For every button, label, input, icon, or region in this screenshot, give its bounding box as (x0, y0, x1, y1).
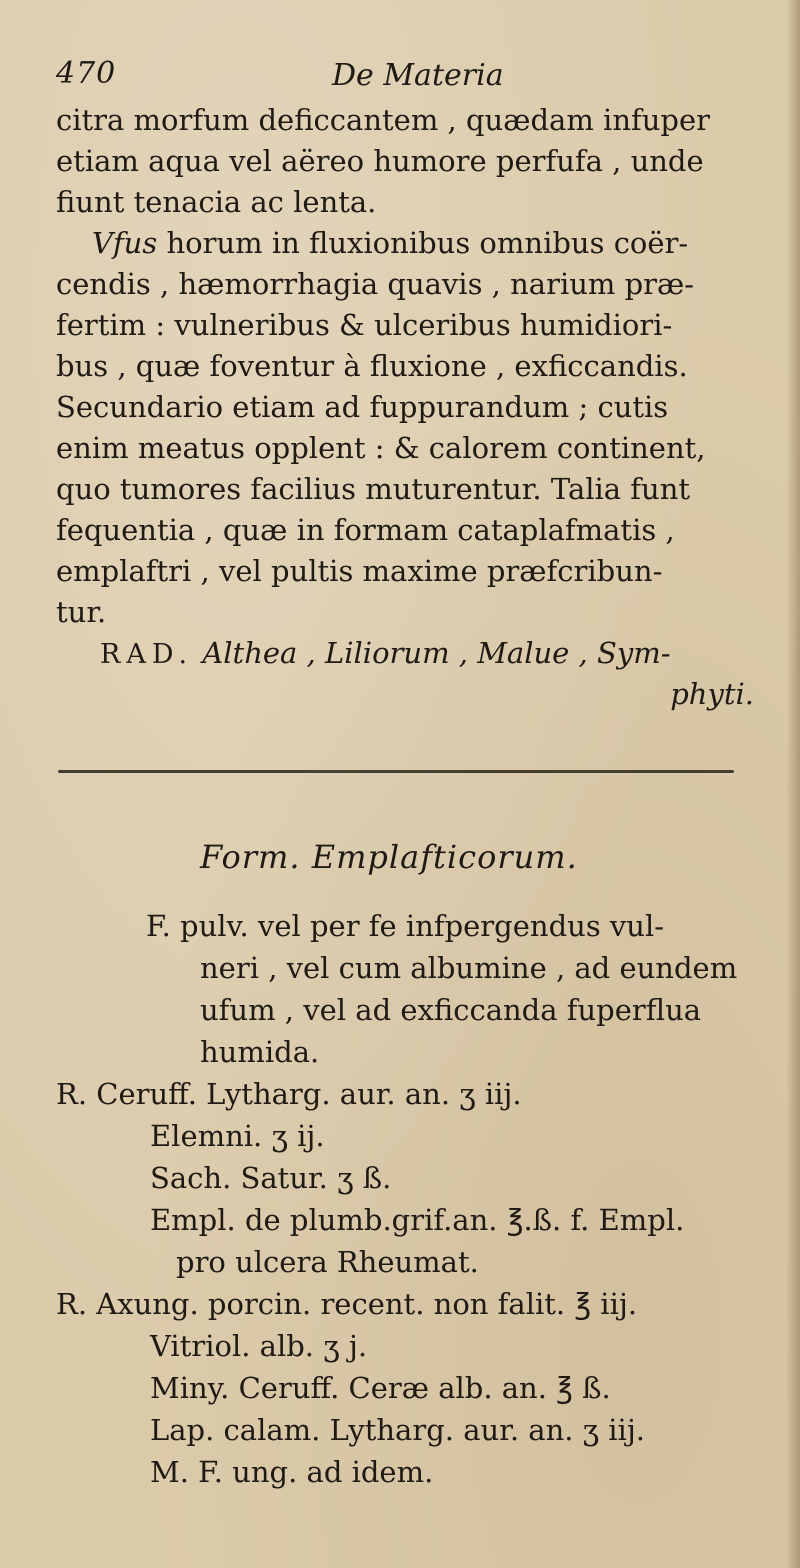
recipe-line: humida. (200, 1035, 320, 1069)
usus-paragraph-start (56, 223, 768, 264)
text-line: quo tumores facilius muturentur. Talia funt (56, 472, 691, 506)
rad-items: Althea , Liliorum , Malue , Sym- (202, 636, 671, 670)
running-title: De Materia (332, 58, 504, 93)
recipe-line: ufum , vel ad exficcanda fuperflua (200, 993, 702, 1027)
recipe-text (56, 905, 768, 1493)
section-title: Form. Emplafticorum. (200, 838, 578, 876)
recipe-line: Miny. Ceruff. Ceræ alb. an. ℥ ß. (150, 1371, 611, 1405)
recipe-line: F. pulv. vel per fe infpergendus vul- (146, 909, 665, 943)
page-edge-shadow (786, 0, 800, 1568)
rad-label: RAD. (100, 639, 194, 670)
text-line: horum in fluxionibus omnibus coër- (166, 226, 689, 260)
recipe-line: R. Axung. porcin. recent. non falit. ℥ iij. (56, 1287, 638, 1321)
main-text (56, 100, 768, 715)
text-line: etiam aqua vel aëreo humore perfufa , unde (56, 144, 704, 178)
text-line: tur. (56, 595, 107, 629)
recipe-line: Vitriol. alb. ʒ j. (150, 1329, 368, 1363)
recipe-line: Elemni. ʒ ij. (150, 1119, 325, 1153)
usus-word: Vfus (92, 226, 158, 260)
recipe-line: M. F. ung. ad idem. (150, 1455, 434, 1489)
recipe-line: pro ulcera Rheumat. (176, 1245, 479, 1279)
text-line: Secundario etiam ad fuppurandum ; cutis (56, 390, 669, 424)
recipe-line: Empl. de plumb.grif.an. ℥.ß. f. Empl. (150, 1203, 685, 1237)
text-line: citra morfum deficcantem , quædam infuper (56, 103, 711, 137)
rad-line (56, 633, 768, 674)
text-line: fequentia , quæ in formam cataplafmatis , (56, 513, 675, 547)
text-line: cendis , hæmorrhagia quavis , narium præ- (56, 267, 695, 301)
text-line: fiunt tenacia ac lenta. (56, 185, 377, 219)
recipe-line: Lap. calam. Lytharg. aur. an. ʒ iij. (150, 1413, 646, 1447)
text-line: fertim : vulneribus & ulceribus humidiori- (56, 308, 673, 342)
recipe-line: Sach. Satur. ʒ ß. (150, 1161, 392, 1195)
recipe-line: neri , vel cum albumine , ad eundem (200, 951, 738, 985)
text-line: enim meatus opplent : & calorem continent, (56, 431, 706, 465)
recipe-line: R. Ceruff. Lytharg. aur. an. ʒ iij. (56, 1077, 522, 1111)
rad-ending: phyti. (670, 677, 754, 711)
text-line: bus , quæ foventur à fluxione , exficcandis. (56, 349, 688, 383)
page-header (56, 52, 756, 96)
page-number: 470 (56, 56, 117, 91)
text-line: emplaftri , vel pultis maxime præfcribun- (56, 554, 663, 588)
section-divider (58, 770, 734, 773)
